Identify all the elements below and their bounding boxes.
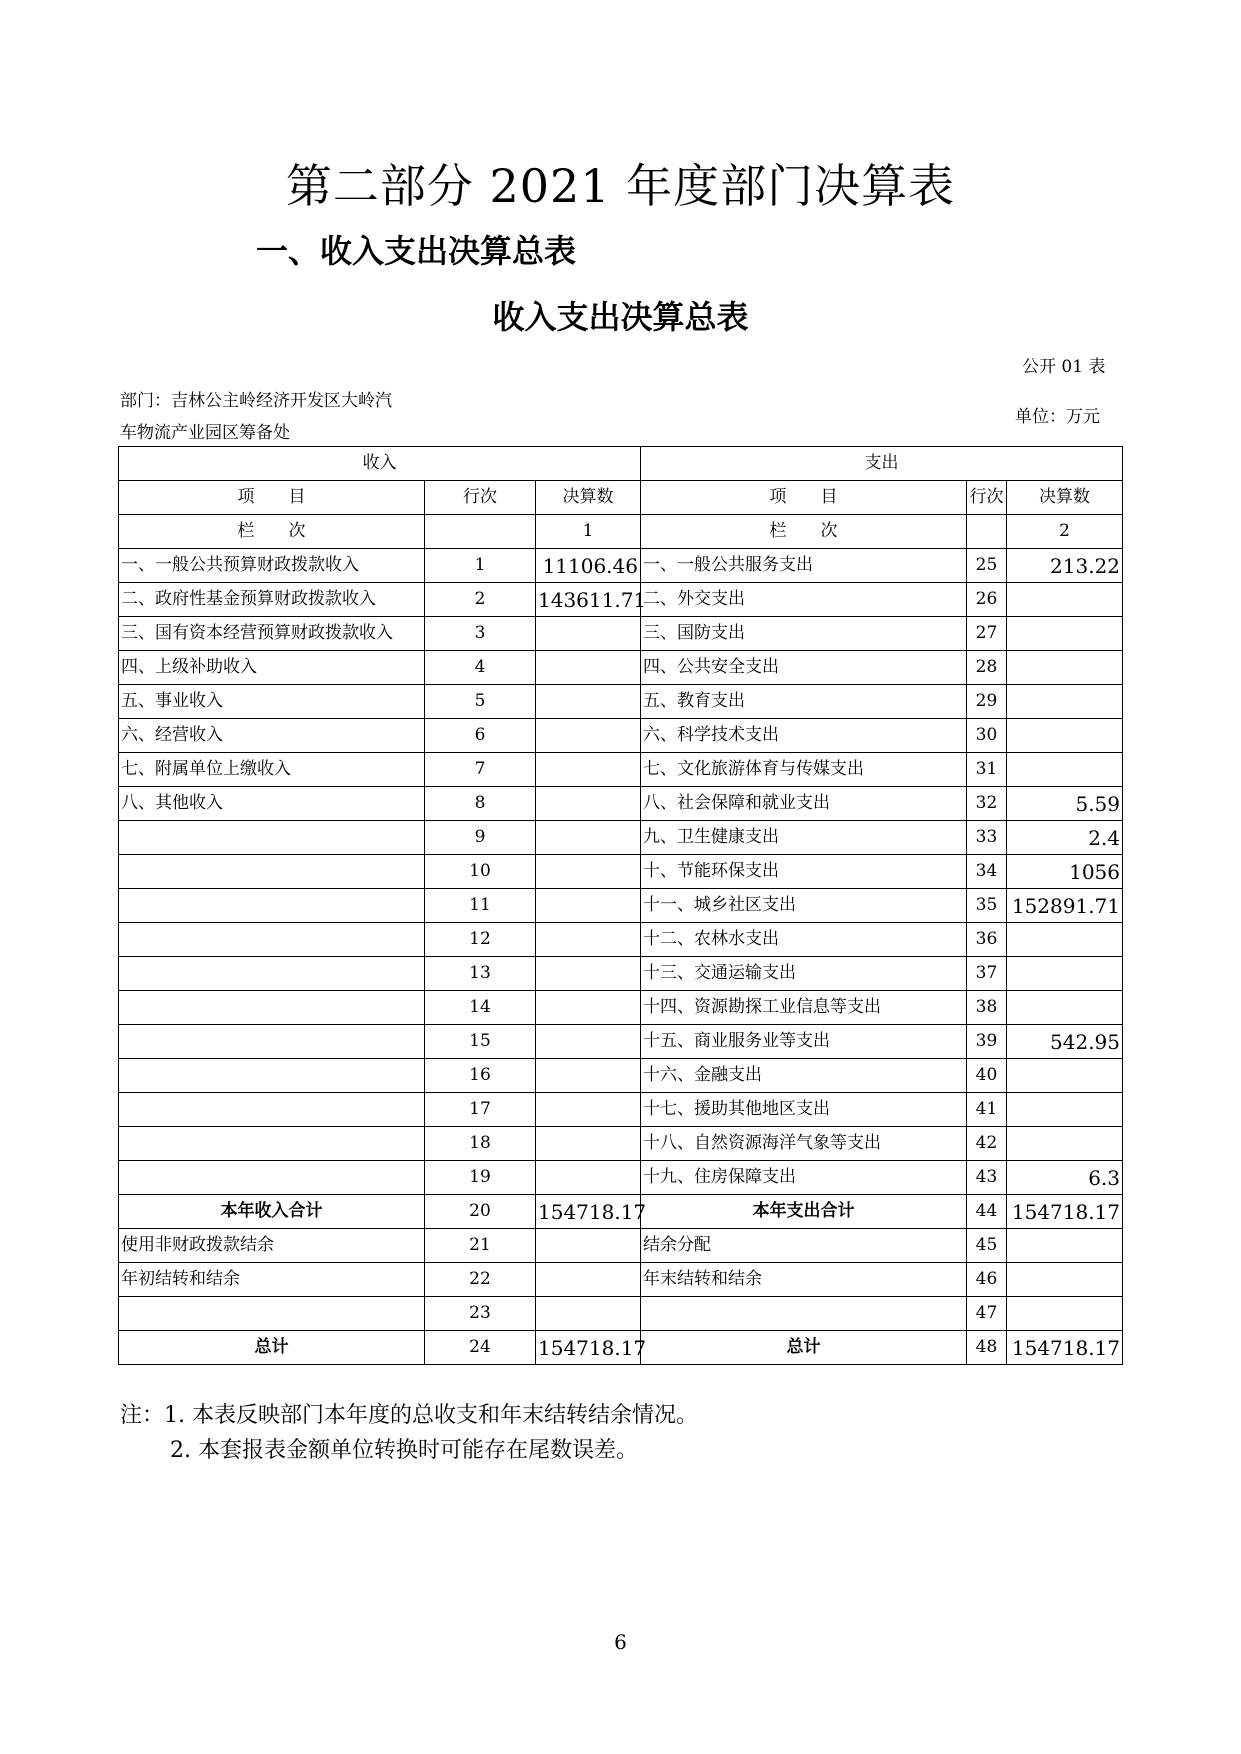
- income-item: [119, 957, 425, 991]
- expense-item: 十七、援助其他地区支出: [641, 1093, 967, 1127]
- expense-amount: [1007, 753, 1123, 787]
- income-item: 四、上级补助收入: [119, 651, 425, 685]
- expense-amount: [1007, 583, 1123, 617]
- expense-row-number: 29: [967, 685, 1007, 719]
- expense-item: 十二、农林水支出: [641, 923, 967, 957]
- expense-row-number: 34: [967, 855, 1007, 889]
- expense-item: 十九、住房保障支出: [641, 1161, 967, 1195]
- expense-row-number: 45: [967, 1229, 1007, 1263]
- table-row: [119, 1263, 1123, 1297]
- expense-row-number: 28: [967, 651, 1007, 685]
- expense-item: 十六、金融支出: [641, 1059, 967, 1093]
- department-label: [120, 385, 392, 449]
- expense-item: 八、社会保障和就业支出: [641, 787, 967, 821]
- income-item: 五、事业收入: [119, 685, 425, 719]
- note-2: 2. 本套报表金额单位转换时可能存在尾数误差。: [170, 1438, 638, 1463]
- expense-item-header: 项 目: [641, 481, 967, 515]
- page-number: 6: [614, 1630, 627, 1654]
- department-line-1: 部门：吉林公主岭经济开发区大岭汽: [120, 391, 392, 411]
- income-row-number: 7: [425, 753, 536, 787]
- expense-row-number: 38: [967, 991, 1007, 1025]
- income-row-number: 11: [425, 889, 536, 923]
- expense-amount: 5.59: [1007, 787, 1123, 821]
- expense-row-number: 47: [967, 1297, 1007, 1331]
- income-item: [119, 1025, 425, 1059]
- expense-row-header: 行次: [967, 481, 1007, 515]
- table-row: [119, 719, 1123, 753]
- income-item: [119, 821, 425, 855]
- expense-row-number: 36: [967, 923, 1007, 957]
- income-amount: [536, 1059, 641, 1093]
- table-body: [119, 549, 1123, 1365]
- income-item: 八、其他收入: [119, 787, 425, 821]
- income-row-number: 18: [425, 1127, 536, 1161]
- income-item: [119, 1297, 425, 1331]
- income-row-number: 22: [425, 1263, 536, 1297]
- income-amount: [536, 719, 641, 753]
- expense-row-number: 37: [967, 957, 1007, 991]
- income-row-number: 3: [425, 617, 536, 651]
- expense-amount: [1007, 1229, 1123, 1263]
- expense-amount: [1007, 1059, 1123, 1093]
- total-row: [119, 1331, 1123, 1365]
- table-row: [119, 583, 1123, 617]
- expense-item: 七、文化旅游体育与传媒支出: [641, 753, 967, 787]
- income-amount: [536, 753, 641, 787]
- income-amount: [536, 1127, 641, 1161]
- expense-item: 年末结转和结余: [641, 1263, 967, 1297]
- income-item: [119, 923, 425, 957]
- expense-amount: [1007, 651, 1123, 685]
- unit-label: 单位：万元: [1015, 407, 1100, 427]
- income-amount: 154718.17: [536, 1195, 641, 1229]
- expense-row-number: 43: [967, 1161, 1007, 1195]
- department-line-2: 车物流产业园区筹备处: [120, 423, 290, 443]
- income-row-number: 17: [425, 1093, 536, 1127]
- income-amount: [536, 1229, 641, 1263]
- expense-item: 二、外交支出: [641, 583, 967, 617]
- table-row: [119, 1093, 1123, 1127]
- expense-amount: [1007, 1263, 1123, 1297]
- income-item: [119, 889, 425, 923]
- table-row: [119, 923, 1123, 957]
- expense-amount: [1007, 957, 1123, 991]
- table-row: [119, 821, 1123, 855]
- expense-header: 支出: [641, 447, 1123, 481]
- expense-item: 本年支出合计: [641, 1195, 967, 1229]
- income-item: [119, 1161, 425, 1195]
- expense-row-number: 46: [967, 1263, 1007, 1297]
- expense-amount: 154718.17: [1007, 1195, 1123, 1229]
- income-expense-table: [118, 446, 1123, 1365]
- expense-row-number: 39: [967, 1025, 1007, 1059]
- income-row-number: 1: [425, 549, 536, 583]
- expense-amount: [1007, 617, 1123, 651]
- income-row-number: 21: [425, 1229, 536, 1263]
- expense-row-number: 44: [967, 1195, 1007, 1229]
- expense-amount: 542.95: [1007, 1025, 1123, 1059]
- income-row-number: 15: [425, 1025, 536, 1059]
- expense-index-label: 栏 次: [641, 515, 967, 549]
- income-amount: 154718.17: [536, 1331, 641, 1365]
- income-amount: [536, 1263, 641, 1297]
- main-title: 第二部分 2021 年度部门决算表: [285, 159, 956, 213]
- income-item: [119, 1127, 425, 1161]
- note-1: 注：1. 本表反映部门本年度的总收支和年末结转结余情况。: [120, 1403, 698, 1428]
- expense-item: 十一、城乡社区支出: [641, 889, 967, 923]
- income-amount: [536, 923, 641, 957]
- expense-item: 十四、资源勘探工业信息等支出: [641, 991, 967, 1025]
- table-row: [119, 855, 1123, 889]
- expense-item: 结余分配: [641, 1229, 967, 1263]
- income-header: 收入: [119, 447, 641, 481]
- income-item: [119, 1059, 425, 1093]
- expense-item: 十、节能环保支出: [641, 855, 967, 889]
- expense-row-number: 42: [967, 1127, 1007, 1161]
- expense-item: 十八、自然资源海洋气象等支出: [641, 1127, 967, 1161]
- income-row-number: 24: [425, 1331, 536, 1365]
- expense-amount: [1007, 923, 1123, 957]
- table-row: [119, 1059, 1123, 1093]
- table-row: [119, 1229, 1123, 1263]
- income-amount: [536, 1093, 641, 1127]
- expense-amount: 1056: [1007, 855, 1123, 889]
- expense-amount: [1007, 1093, 1123, 1127]
- expense-amount: [1007, 1297, 1123, 1331]
- expense-item: 九、卫生健康支出: [641, 821, 967, 855]
- income-index-empty: [425, 515, 536, 549]
- income-row-number: 14: [425, 991, 536, 1025]
- table-row: [119, 787, 1123, 821]
- income-row-number: 12: [425, 923, 536, 957]
- income-col-number: 1: [536, 515, 641, 549]
- expense-index-empty: [967, 515, 1007, 549]
- table-row: [119, 1161, 1123, 1195]
- income-row-number: 13: [425, 957, 536, 991]
- income-row-header: 行次: [425, 481, 536, 515]
- income-item: 年初结转和结余: [119, 1263, 425, 1297]
- income-row-number: 5: [425, 685, 536, 719]
- expense-row-number: 33: [967, 821, 1007, 855]
- table-row: [119, 957, 1123, 991]
- expense-item: 五、教育支出: [641, 685, 967, 719]
- form-code: 公开 01 表: [1022, 357, 1106, 377]
- expense-amount: [1007, 991, 1123, 1025]
- income-item: 三、国有资本经营预算财政拨款收入: [119, 617, 425, 651]
- income-amount: [536, 855, 641, 889]
- income-item: 一、一般公共预算财政拨款收入: [119, 549, 425, 583]
- income-amount: 143611.71: [536, 583, 641, 617]
- expense-amount: 6.3: [1007, 1161, 1123, 1195]
- income-row-number: 16: [425, 1059, 536, 1093]
- income-row-number: 19: [425, 1161, 536, 1195]
- income-item: [119, 855, 425, 889]
- expense-item: 十五、商业服务业等支出: [641, 1025, 967, 1059]
- table-row: [119, 651, 1123, 685]
- income-index-label: 栏 次: [119, 515, 425, 549]
- expense-row-number: 27: [967, 617, 1007, 651]
- table-row: [119, 617, 1123, 651]
- income-amount: [536, 1161, 641, 1195]
- income-row-number: 2: [425, 583, 536, 617]
- income-item: 总计: [119, 1331, 425, 1365]
- expense-item: 四、公共安全支出: [641, 651, 967, 685]
- expense-row-number: 26: [967, 583, 1007, 617]
- section-title: 一、收入支出决算总表: [256, 232, 577, 270]
- expense-row-number: 30: [967, 719, 1007, 753]
- expense-row-number: 41: [967, 1093, 1007, 1127]
- expense-item: [641, 1297, 967, 1331]
- table-column-header: [119, 481, 1123, 515]
- expense-item: 十三、交通运输支出: [641, 957, 967, 991]
- table-row: [119, 685, 1123, 719]
- expense-item: 三、国防支出: [641, 617, 967, 651]
- expense-row-number: 31: [967, 753, 1007, 787]
- income-amount-header: 决算数: [536, 481, 641, 515]
- income-amount: [536, 617, 641, 651]
- table-row: [119, 889, 1123, 923]
- income-row-number: 23: [425, 1297, 536, 1331]
- expense-amount: 213.22: [1007, 549, 1123, 583]
- expense-amount: [1007, 1127, 1123, 1161]
- expense-amount: [1007, 685, 1123, 719]
- expense-row-number: 40: [967, 1059, 1007, 1093]
- expense-amount: [1007, 719, 1123, 753]
- income-amount: [536, 889, 641, 923]
- expense-amount: 152891.71: [1007, 889, 1123, 923]
- table-row: [119, 549, 1123, 583]
- income-item: 本年收入合计: [119, 1195, 425, 1229]
- income-row-number: 9: [425, 821, 536, 855]
- income-row-number: 20: [425, 1195, 536, 1229]
- income-item-header: 项 目: [119, 481, 425, 515]
- table-row: [119, 753, 1123, 787]
- expense-row-number: 25: [967, 549, 1007, 583]
- income-item: [119, 1093, 425, 1127]
- table-row: [119, 1025, 1123, 1059]
- table-group-header: [119, 447, 1123, 481]
- income-amount: 11106.46: [536, 549, 641, 583]
- table-index-row: [119, 515, 1123, 549]
- subtotal-row: [119, 1195, 1123, 1229]
- income-amount: [536, 685, 641, 719]
- income-row-number: 10: [425, 855, 536, 889]
- table-row: [119, 1297, 1123, 1331]
- income-amount: [536, 651, 641, 685]
- income-item: 二、政府性基金预算财政拨款收入: [119, 583, 425, 617]
- expense-item: 一、一般公共服务支出: [641, 549, 967, 583]
- income-amount: [536, 957, 641, 991]
- income-row-number: 4: [425, 651, 536, 685]
- expense-item: 六、科学技术支出: [641, 719, 967, 753]
- expense-row-number: 32: [967, 787, 1007, 821]
- expense-row-number: 35: [967, 889, 1007, 923]
- expense-amount: 2.4: [1007, 821, 1123, 855]
- table-row: [119, 1127, 1123, 1161]
- income-item: 六、经营收入: [119, 719, 425, 753]
- expense-amount-header: 决算数: [1007, 481, 1123, 515]
- income-row-number: 8: [425, 787, 536, 821]
- income-item: 使用非财政拨款结余: [119, 1229, 425, 1263]
- income-item: [119, 991, 425, 1025]
- income-amount: [536, 1025, 641, 1059]
- income-amount: [536, 1297, 641, 1331]
- expense-col-number: 2: [1007, 515, 1123, 549]
- income-row-number: 6: [425, 719, 536, 753]
- income-amount: [536, 991, 641, 1025]
- expense-row-number: 48: [967, 1331, 1007, 1365]
- expense-amount: 154718.17: [1007, 1331, 1123, 1365]
- expense-item: 总计: [641, 1331, 967, 1365]
- table-title: 收入支出决算总表: [492, 298, 749, 336]
- income-amount: [536, 821, 641, 855]
- income-item: 七、附属单位上缴收入: [119, 753, 425, 787]
- income-amount: [536, 787, 641, 821]
- table-row: [119, 991, 1123, 1025]
